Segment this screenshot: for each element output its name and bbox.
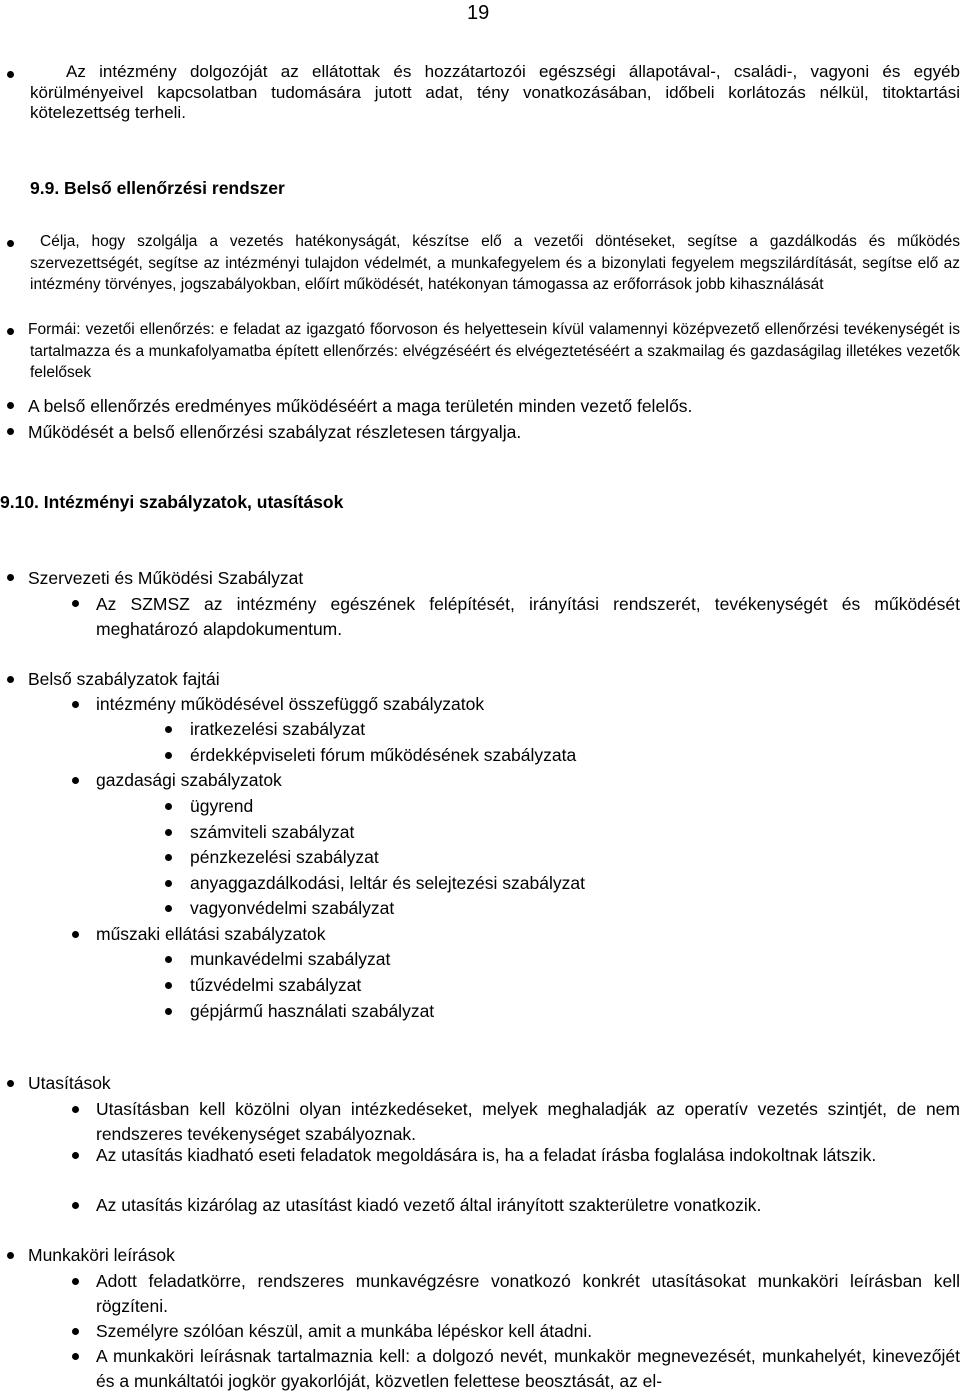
bullet-icon: [72, 1152, 79, 1159]
bullet-icon: [7, 676, 14, 683]
bullet-icon: [7, 428, 14, 435]
belso-group-item-label: gépjármű használati szabályzat: [190, 1001, 435, 1021]
belso-group-item-label: munkavédelmi szabályzat: [190, 949, 391, 969]
bullet-icon: [7, 240, 14, 247]
section-9-9-item-text: Működését a belső ellenőrzési szabályzat részletesen tárgyalja.: [28, 422, 522, 442]
bullet-icon: [7, 402, 14, 409]
munkakori-leirasok-label: Munkaköri leírások: [28, 1245, 175, 1265]
intro-bullet-text: Az intézmény dolgozóját az ellátottak és hozzátartozói egészségi állapotával-, családi-, vagyoni és egyéb körülményeivel kapcsolatban tudomására jutott adat, tény vonatkozásában, időbeli korlátozás nélkül, titoktartási kötelezettség terheli.: [30, 62, 960, 122]
belso-group-item-label: számviteli szabályzat: [190, 822, 355, 842]
bullet-icon: [165, 982, 172, 989]
section-9-9-item-text: Formái: vezetői ellenőrzés: e feladat az igazgató főorvoson és helyettesein kívül valamennyi középvezető ellenőrzési tevékenységét is tartalmazza és a munkafolyamatba épített ellenőrzés: elvégzéséért és elvégeztetéséért a szakmailag és gazdaságilag illetékes vezetők felelősek: [28, 321, 960, 381]
szmsz-label: Szervezeti és Működési Szabályzat: [28, 568, 304, 588]
bullet-icon: [72, 1202, 79, 1209]
belso-group-label: gazdasági szabályzatok: [96, 770, 282, 790]
bullet-icon: [165, 803, 172, 810]
section-9-9-item-text: A belső ellenőrzés eredményes működéséért a maga területén minden vezető felelős.: [28, 396, 693, 416]
utasitasok-sub-text: Utasításban kell közölni olyan intézkedéseket, melyek meghaladják az operatív vezetés szintjét, de nem rendszeres tevékenységet szabályoznak.: [96, 1099, 960, 1144]
bullet-icon: [72, 777, 79, 784]
utasitasok-label: Utasítások: [28, 1073, 111, 1093]
bullet-icon: [72, 931, 79, 938]
utasitasok-sub-text: Az utasítás kizárólag az utasítást kiadó vezető által irányított szakterületre vonatkozik.: [96, 1195, 762, 1215]
bullet-icon: [7, 574, 14, 581]
bullet-icon: [72, 1328, 79, 1335]
section-9-10-title: 9.10. Intézményi szabályzatok, utasítások: [0, 492, 344, 512]
bullet-icon: [165, 752, 172, 759]
bullet-icon: [7, 71, 14, 78]
bullet-icon: [165, 829, 172, 836]
belso-group-item-label: vagyonvédelmi szabályzat: [190, 898, 395, 918]
bullet-icon: [165, 956, 172, 963]
section-9-9-title: 9.9. Belső ellenőrzési rendszer: [30, 178, 285, 198]
page-number: 19: [467, 2, 490, 24]
belso-group-item-label: iratkezelési szabályzat: [190, 719, 366, 739]
section-9-9-item-text: Célja, hogy szolgálja a vezetés hatékonyságát, készítse elő a vezetői döntéseket, segítse a gazdálkodás és működés szervezettségét, segítse az intézményi tulajdon védelmét, a munkafegyelem és a bizonylati fegyelem megszilárdítását, segítse elő az intézmény törvényes, jogszabályokban, előírt működését, hatékonyan támogassa az erőforrások jobb kihasználását: [30, 233, 960, 293]
munkakori-sub-text: A munkaköri leírásnak tartalmaznia kell: a dolgozó nevét, munkakör megnevezését, munkahelyét, kinevezőjét és a munkáltatói jogkör gyakorlóját, közvetlen felettese beosztását, az el-: [96, 1346, 960, 1391]
bullet-icon: [72, 1353, 79, 1360]
bullet-icon: [72, 1106, 79, 1113]
bullet-icon: [72, 1278, 79, 1285]
belso-group-item-label: pénzkezelési szabályzat: [190, 847, 379, 867]
bullet-icon: [165, 880, 172, 887]
bullet-icon: [72, 701, 79, 708]
belso-group-item-label: anyaggazdálkodási, leltár és selejtezési szabályzat: [190, 873, 585, 893]
bullet-icon: [7, 1080, 14, 1087]
belso-group-item-label: érdekképviseleti fórum működésének szabályzata: [190, 745, 577, 765]
utasitasok-sub-text: Az utasítás kiadható eseti feladatok megoldására is, ha a feladat írásba foglalása indokoltnak látszik.: [96, 1145, 877, 1165]
bullet-icon: [165, 1008, 172, 1015]
bullet-icon: [7, 328, 14, 335]
bullet-icon: [165, 905, 172, 912]
belso-group-item-label: ügyrend: [190, 796, 254, 816]
bullet-icon: [165, 854, 172, 861]
belso-group-item-label: tűzvédelmi szabályzat: [190, 975, 362, 995]
bullet-icon: [165, 726, 172, 733]
bullet-icon: [72, 600, 79, 607]
bullet-icon: [7, 1252, 14, 1259]
munkakori-sub-text: Adott feladatkörre, rendszeres munkavégzésre vonatkozó konkrét utasításokat munkaköri leírásban kell rögzíteni.: [96, 1271, 960, 1316]
belso-szabalyzatok-label: Belső szabályzatok fajtái: [28, 669, 220, 689]
szmsz-sub-text: Az SZMSZ az intézmény egészének felépítését, irányítási rendszerét, tevékenységét és működését meghatározó alapdokumentum.: [96, 594, 960, 639]
belso-group-label: intézmény működésével összefüggő szabályzatok: [96, 694, 485, 714]
belso-group-label: műszaki ellátási szabályzatok: [96, 924, 326, 944]
munkakori-sub-text: Személyre szólóan készül, amit a munkába lépéskor kell átadni.: [96, 1321, 593, 1341]
